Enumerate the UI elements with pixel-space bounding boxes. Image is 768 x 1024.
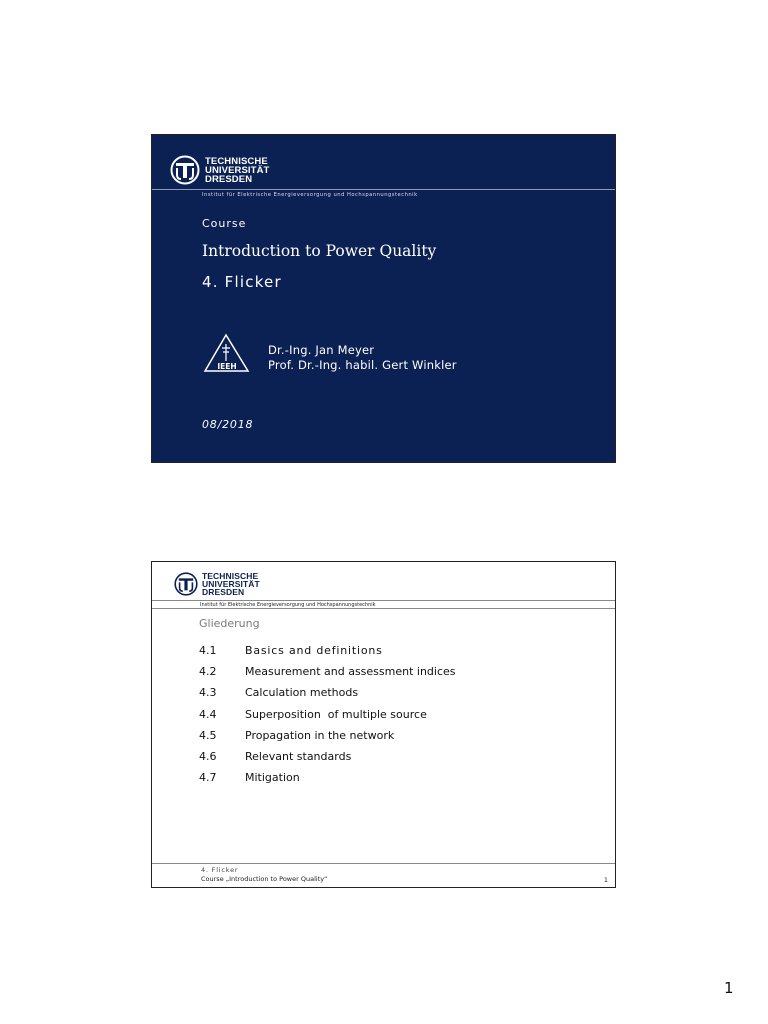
toc-item [199, 644, 456, 665]
toc-item [199, 686, 456, 707]
toc-number: 4.6 [199, 749, 217, 763]
footer-course: Course „Introduction to Power Quality“ [201, 875, 328, 883]
slide-title: Introduction to Power Quality [202, 242, 437, 260]
outline-slide [151, 561, 616, 888]
ieeh-logo [202, 333, 252, 379]
toc-number: 4.4 [199, 707, 217, 721]
institute-divider [152, 189, 615, 190]
toc-item [199, 708, 456, 729]
logo-line-2: UNIVERSITÄT [202, 579, 260, 589]
footer-divider [152, 863, 615, 864]
logo-line-1: TECHNISCHE [205, 155, 268, 167]
table-of-contents [199, 644, 456, 792]
toc-item [199, 750, 456, 771]
toc-text: Propagation in the network [245, 728, 395, 742]
toc-text: Basics and definitions [245, 644, 383, 657]
logo-line-3: DRESDEN [205, 173, 253, 185]
toc-text: Relevant standards [245, 749, 352, 763]
slide-subtitle: 4. Flicker [202, 273, 282, 291]
toc-item [199, 665, 456, 686]
toc-number: 4.1 [199, 644, 217, 657]
toc-item [199, 729, 456, 750]
institute-name: Institut für Elektrische Energieversorgung und Hochspannungstechnik [202, 192, 418, 198]
tu-dresden-logo-icon [170, 155, 200, 185]
toc-number: 4.7 [199, 771, 217, 785]
institute-name: Institut für Elektrische Energieversorgung und Hochspannungstechnik [200, 602, 376, 608]
author-1: Dr.-Ing. Jan Meyer [268, 343, 375, 357]
tu-dresden-logo [174, 572, 260, 596]
title-slide [151, 134, 616, 463]
toc-text: Calculation methods [245, 686, 359, 700]
logo-line-1: TECHNISCHE [202, 571, 259, 581]
institute-divider [152, 600, 615, 601]
footer-chapter: 4. Flicker [201, 866, 239, 874]
toc-text: Measurement and assessment indices [245, 665, 456, 679]
ieeh-label: IEEH [217, 362, 237, 371]
page-number: 1 [724, 979, 734, 997]
toc-number: 4.2 [199, 665, 217, 679]
logo-line-2: UNIVERSITÄT [205, 164, 270, 176]
outline-heading: Gliederung [199, 617, 260, 630]
toc-number: 4.3 [199, 686, 217, 700]
slide-date: 08/2018 [202, 418, 254, 431]
course-label: Course [202, 217, 247, 230]
toc-number: 4.5 [199, 728, 217, 742]
toc-text: Superposition of multiple source [245, 707, 427, 721]
toc-item [199, 771, 456, 792]
authors [268, 343, 457, 373]
logo-line-3: DRESDEN [202, 587, 245, 597]
toc-text: Mitigation [245, 771, 300, 785]
tu-dresden-logo-icon [174, 572, 198, 596]
institute-divider-bottom [152, 608, 615, 609]
author-2: Prof. Dr.-Ing. habil. Gert Winkler [268, 358, 457, 372]
tu-dresden-logo [170, 155, 269, 185]
slide-number: 1 [603, 876, 608, 884]
ieeh-triangle-icon [202, 333, 252, 375]
